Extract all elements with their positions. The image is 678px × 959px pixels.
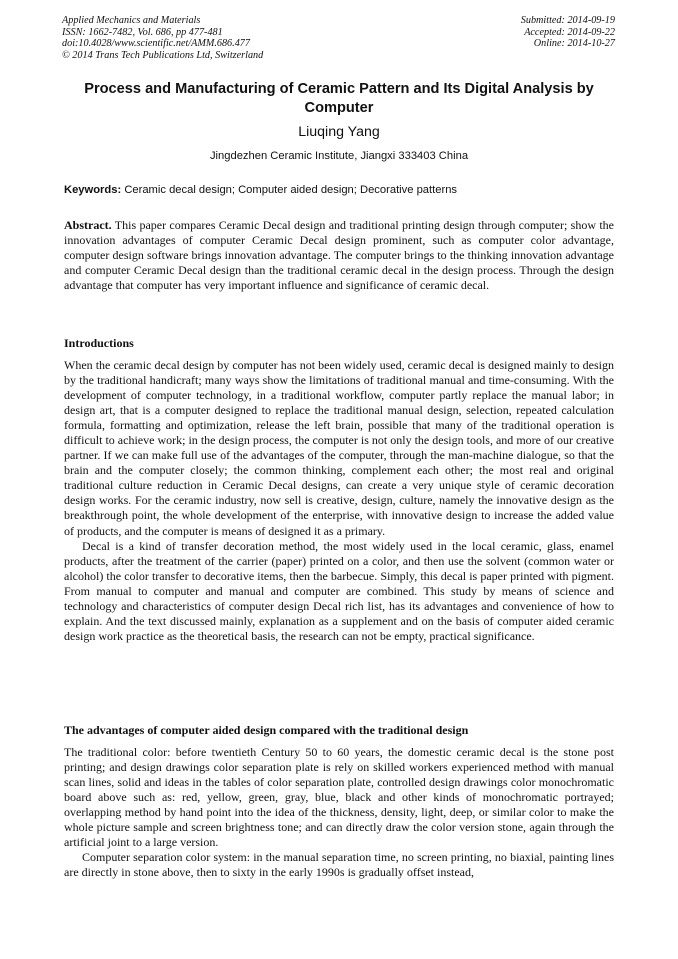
abstract	[64, 218, 614, 293]
abstract-text: This paper compares Ceramic Decal design and traditional printing design through computer; show the innovation advantages of computer Ceramic Decal design prominent, such as computer color advantage, computer design software brings innovation advantage. The computer brings to the thinking innovation advantage and computer Ceramic Decal design than the traditional ceramic decal in the design process. Through the design advantage that computer has very important influence and significance of ceramic decal.	[64, 218, 614, 293]
online-date: Online: 2014-10-27	[533, 38, 615, 50]
journal-copyright: © 2014 Trans Tech Publications Ltd, Switzerland	[62, 49, 264, 61]
submitted-date: Submitted: 2014-09-19	[520, 15, 615, 26]
paper-title: Process and Manufacturing of Ceramic Pattern and Its Digital Analysis by Computer	[84, 81, 594, 116]
section-heading-advantages: The advantages of computer aided design compared with the traditional design	[64, 723, 469, 737]
introductions-body	[64, 358, 614, 644]
paragraph: Computer separation color system: in the manual separation time, no screen printing, no biaxial, painting lines are directly in stone above, then to sixty in the early 1990s is gradually offset instead,	[64, 850, 614, 880]
section-heading-introductions: Introductions	[64, 336, 134, 350]
paragraph: When the ceramic decal design by computer has not been widely used, ceramic decal is designed mainly to design by the traditional handicraft; many ways show the limitations of traditional manual and time-consuming. With the development of computer technology, in a traditional workflow, computer partly replace the manual labor; in design art, that is a computer designed to replace the traditional manual design, selection, repeated calculation formula, formatting and optimization, release the left brain, possible that many of the traditional operation is difficult to achieve work; in the design process, the computer is not only the design tools, and more of our creative partner. If we can make full use of the advantages of the computer, through the man-machine dialogue, so that the brain and the computer closely; the common thinking, complement each other; the most real and original traditional culture reduction in Ceramic Decal designs, can create a very unique style of ceramic decoration design works. For the ceramic industry, now sell is creative, design, culture, namely the innovative design as the breakthrough point, the whole development of the enterprise, with innovative design to increase the added value of products, and the computer is means of designed it as a primary.	[64, 358, 614, 538]
keywords	[64, 184, 624, 196]
author-name: Liuqing Yang	[298, 124, 380, 140]
journal-issn: ISSN: 1662-7482, Vol. 686, pp 477-481	[62, 26, 223, 38]
journal-doi: doi:10.4028/www.scientific.net/AMM.686.477	[62, 38, 250, 50]
keywords-text: Ceramic decal design; Computer aided design; Decorative patterns	[124, 184, 458, 196]
author-affiliation: Jingdezhen Ceramic Institute, Jiangxi 333403 China	[209, 150, 469, 162]
journal-info	[62, 15, 263, 61]
accepted-date: Accepted: 2014-09-22	[524, 26, 615, 38]
keywords-label: Keywords:	[64, 184, 122, 196]
abstract-label: Abstract.	[64, 218, 112, 232]
advantages-body	[64, 745, 614, 880]
journal-name: Applied Mechanics and Materials	[62, 15, 201, 26]
paragraph: Decal is a kind of transfer decoration method, the most widely used in the local ceramic, glass, enamel products, after the treatment of the carrier (paper) printed on a color, and then use the solvent (common water or alcohol) the color transfer to decorative items, then the barbecue. Simply, this decal is paper printed with pigment. From manual to computer and manual and computer are combined. This study by means of science and technology and characteristics of computer design Decal rich list, has its advantages and convenience of how to explain. And the text discussed mainly, explanation as a supplement and on the basis of computer aided ceramic design work practice as the theoretical basis, the research can not be empty, practical significance.	[64, 538, 614, 643]
paragraph: The traditional color: before twentieth Century 50 to 60 years, the domestic ceramic decal is the stone post printing; and design drawings color separation plate is rely on skilled workers experienced method with manual scan lines, solid and ideas in the tables of color separation plate, controlled design drawings color monochromatic board above such as: red, yellow, green, gray, blue, black and other kinds of monochromatic portrayed; overlapping method by hand point into the idea of the thickness, density, light, deep, or similar color to make the whole picture sample and screen brightness tone; and can directly draw the color version stone, again through the artificial joint to a large version.	[64, 745, 614, 850]
submission-dates	[521, 15, 615, 50]
